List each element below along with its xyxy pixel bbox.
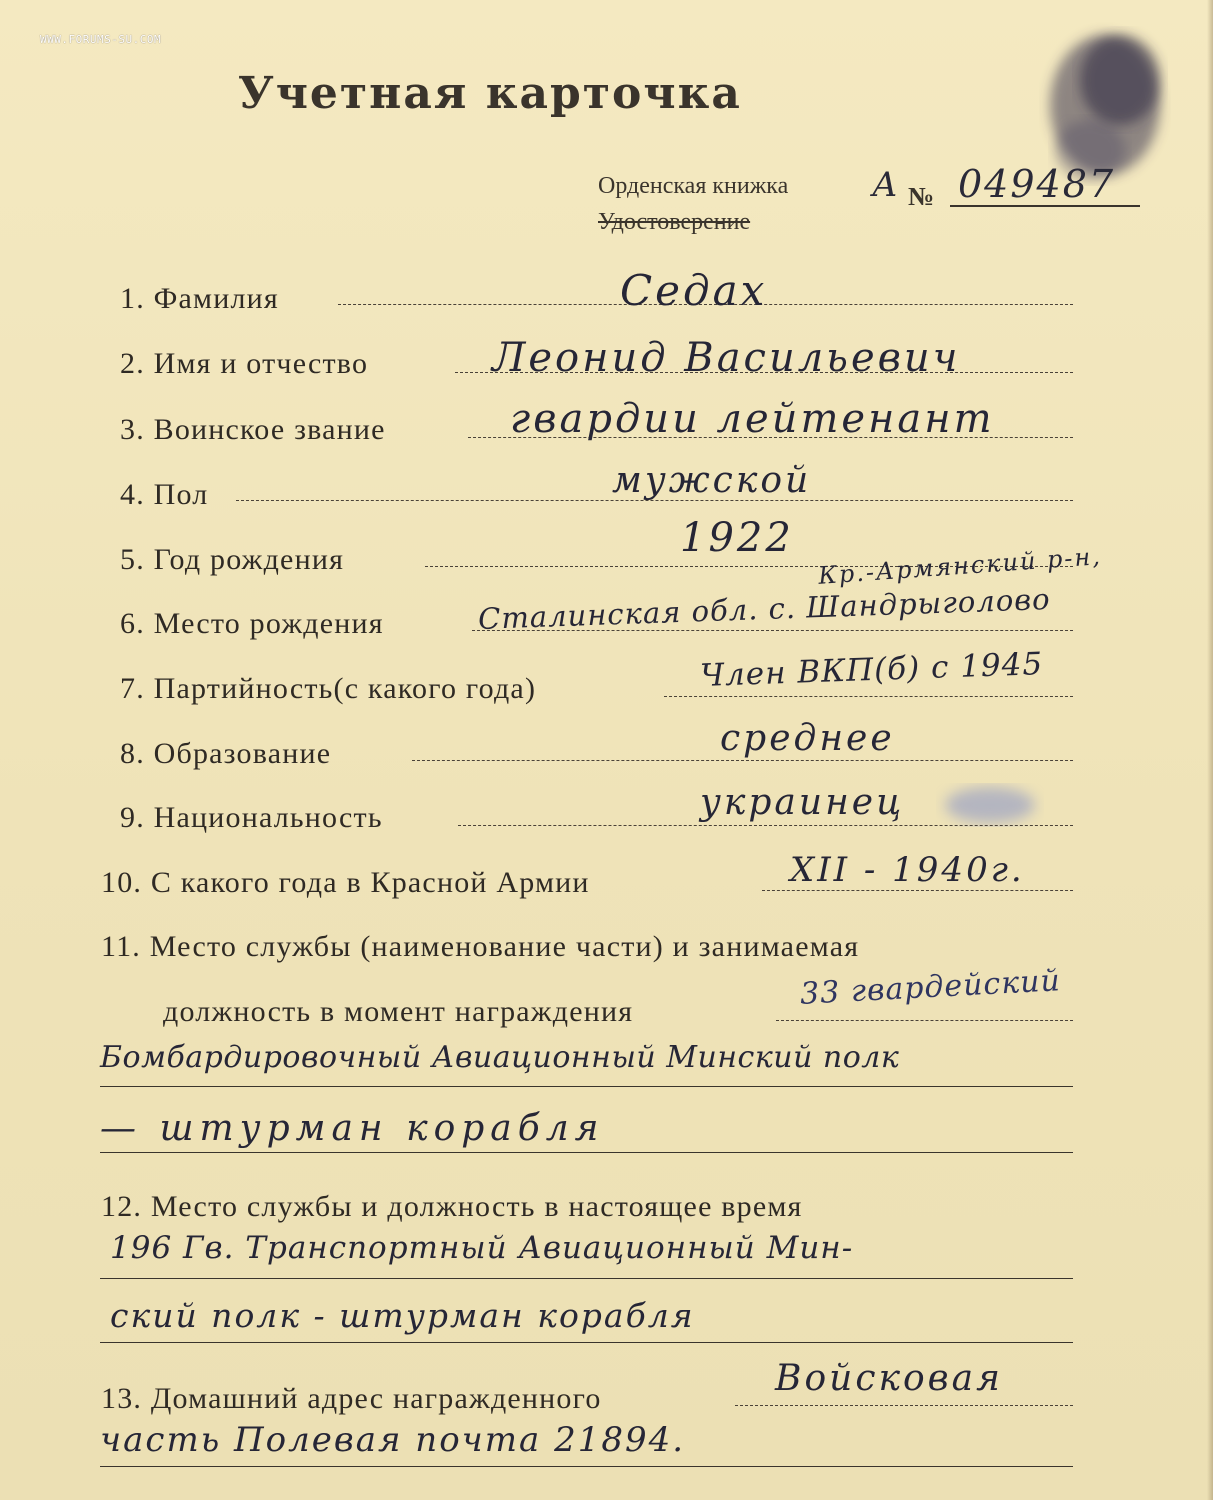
field-6-value: Сталинская обл. с. Шандрыголово — [477, 582, 1052, 636]
watermark: WWW.FORUMS-SU.COM — [40, 33, 162, 46]
field-10-line — [762, 890, 1073, 891]
field-4-label: 4. Пол — [120, 478, 209, 511]
doctype-order-book: Орденская книжка — [598, 173, 789, 199]
field-8-label: 8. Образование — [120, 737, 332, 770]
field-5-label: 5. Год рождения — [120, 543, 345, 576]
field-11-label-line1: 11. Место службы (наименование части) и занимаемая — [101, 930, 860, 963]
field-11-label-line2: должность в момент награждения — [163, 995, 634, 1028]
field-11-value-inline: 33 гвардейский — [799, 963, 1062, 1012]
field-13-value-inline: Войсковая — [775, 1358, 1003, 1399]
field-8-line — [412, 760, 1073, 761]
field-7-label: 7. Партийность(с какого года) — [120, 672, 537, 705]
field-12-label: 12. Место службы и должность в настоящее время — [101, 1190, 803, 1223]
number-sign: № — [908, 182, 935, 211]
field-10-value: XII - 1940г. — [790, 850, 1025, 890]
field-11-value-line3: — штурман корабля — [100, 1108, 605, 1149]
field-2-value: Леонид Васильевич — [492, 335, 961, 381]
book-series: А — [872, 165, 898, 205]
field-12-value-line1: 196 Гв. Транспортный Авиационный Мин- — [110, 1230, 854, 1266]
field-11-value-line2: Бомбардировочный Авиационный Минский полк — [100, 1040, 900, 1075]
doctype-certificate-struck: Удостоверение — [598, 209, 751, 235]
field-8-value: среднее — [720, 718, 895, 759]
field-2-label: 2. Имя и отчество — [120, 347, 369, 380]
field-1-label: 1. Фамилия — [120, 282, 279, 315]
field-4-value: мужской — [612, 460, 812, 501]
field-12-line1 — [100, 1278, 1073, 1279]
field-11-line1 — [776, 1020, 1073, 1021]
field-13-value-line2: часть Полевая почта 21894. — [100, 1420, 686, 1460]
book-number: 049487 — [958, 162, 1116, 206]
field-13-label: 13. Домашний адрес награжденного — [101, 1382, 602, 1415]
field-7-line — [664, 696, 1073, 697]
field-5-value: 1922 — [680, 515, 794, 561]
field-13-line1 — [735, 1405, 1073, 1406]
field-3-label: 3. Воинское звание — [120, 413, 386, 446]
field-1-value: Седах — [620, 266, 768, 315]
field-9-line — [458, 825, 1073, 826]
blue-ink-smudge — [930, 775, 1050, 835]
field-13-line2 — [100, 1466, 1073, 1467]
page-title: Учетная карточка — [238, 68, 742, 119]
field-11-line3 — [100, 1152, 1073, 1153]
field-6-label: 6. Место рождения — [120, 607, 384, 640]
number-underline — [950, 205, 1140, 207]
field-7-value: Член ВКП(б) с 1945 — [699, 646, 1044, 694]
field-11-line2 — [100, 1086, 1073, 1087]
field-10-label: 10. С какого года в Красной Армии — [101, 866, 590, 899]
field-12-line2 — [100, 1342, 1073, 1343]
field-6-value-top: Кр.-Армянский р-н, — [817, 542, 1103, 590]
field-9-label: 9. Национальность — [120, 801, 383, 834]
field-12-value-line2: ский полк - штурман корабля — [110, 1296, 695, 1335]
field-9-value: украинец — [700, 782, 905, 823]
field-3-value: гвардии лейтенант — [510, 396, 995, 442]
document-type — [598, 168, 788, 240]
